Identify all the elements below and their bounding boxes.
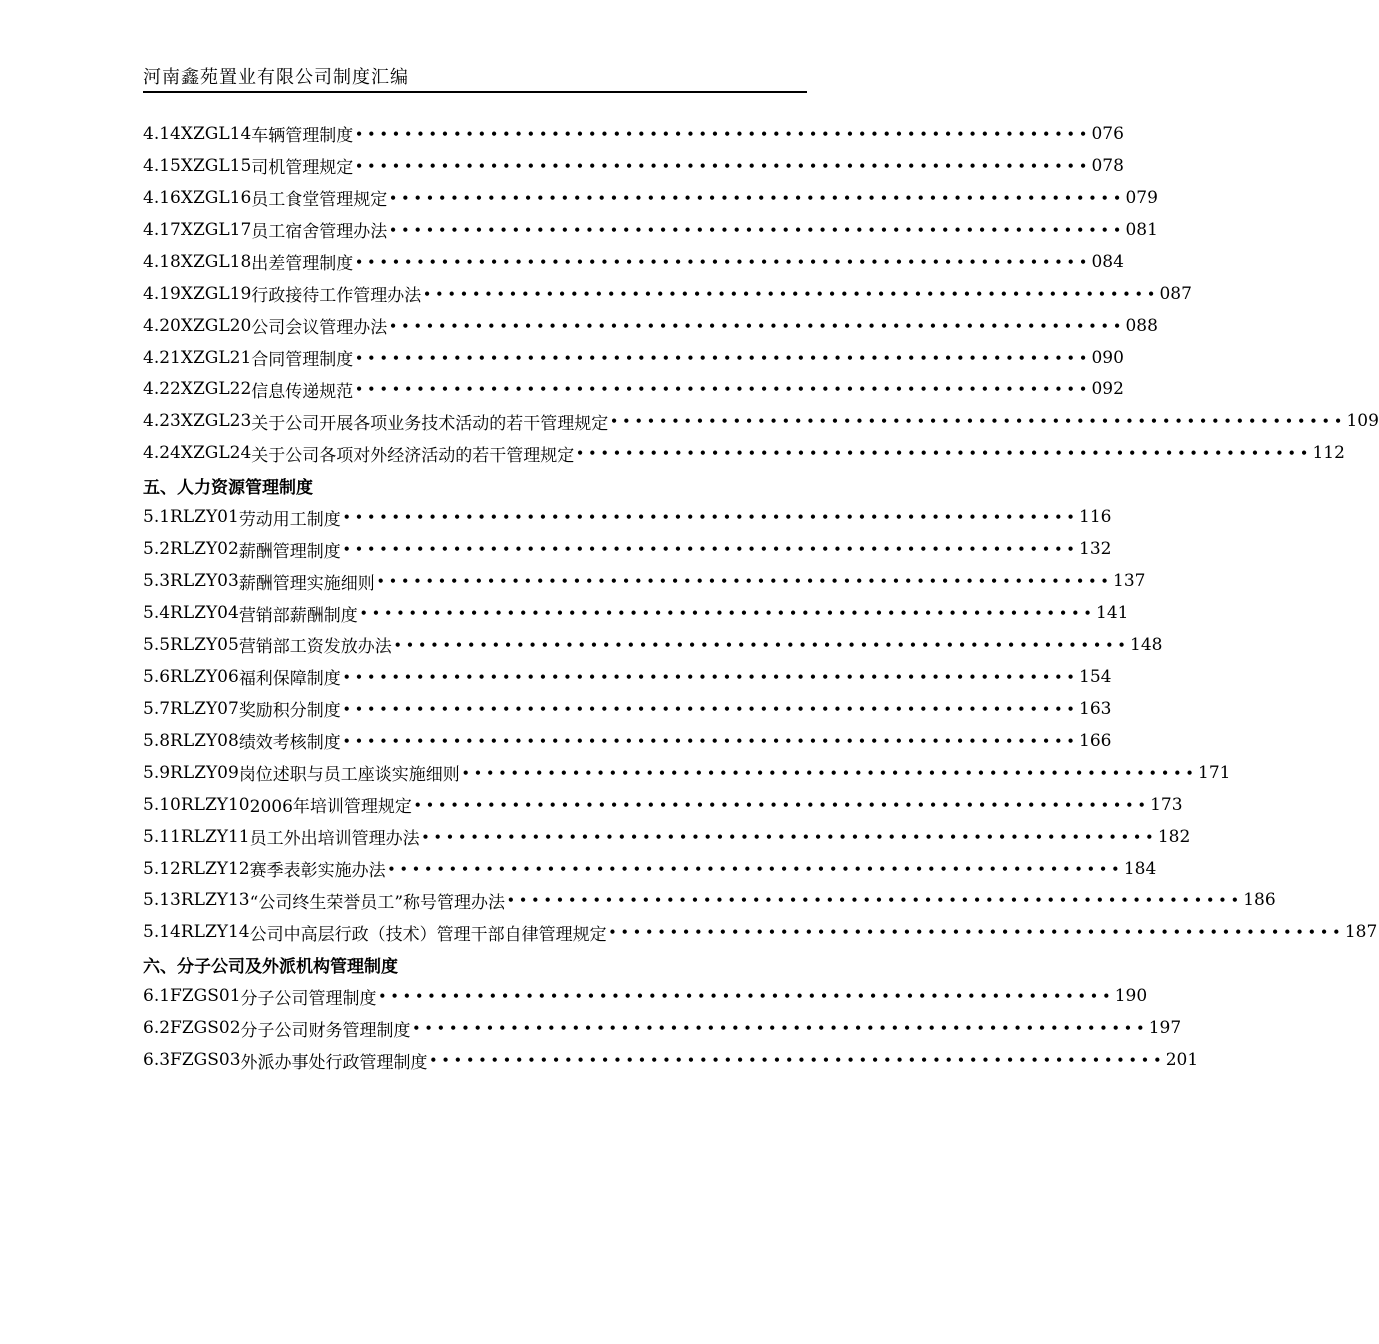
toc-entry-page-number: 116 [1079, 507, 1112, 528]
toc-entry-page-number: 087 [1159, 283, 1192, 304]
toc-dot-leader: •••••••••••••••••••••••••••••••••••••••••••••••••••••••••••• [342, 669, 1080, 684]
toc-entry-code: RLZY04 [170, 603, 239, 624]
toc-entry-code: XZGL15 [180, 155, 252, 176]
toc-entry-page-number: 148 [1130, 634, 1163, 655]
toc-entry[interactable] [143, 885, 1276, 917]
toc-entry-number: 5.8 [143, 730, 171, 751]
toc-entry[interactable] [143, 821, 1191, 853]
toc-entry-code: RLZY12 [180, 858, 250, 879]
toc-dot-leader: •••••••••••••••••••••••••••••••••••••••••••••••••••••••••••• [608, 925, 1345, 940]
toc-entry-title: 薪酬管理制度 [238, 541, 341, 562]
toc-entry-title: 福利保障制度 [238, 669, 341, 690]
toc-entry-page-number: 171 [1198, 762, 1231, 783]
toc-entry-title: 公司中高层行政（技术）管理干部自律管理规定 [249, 924, 607, 945]
toc-entry-page-number: 141 [1096, 603, 1129, 624]
toc-entry[interactable] [143, 1044, 1199, 1076]
header-rule [143, 91, 807, 93]
toc-entry-page-number: 187 [1344, 922, 1378, 943]
toc-entry-number: 6.2 [143, 1018, 171, 1039]
toc-entry-code: RLZY01 [170, 507, 239, 528]
toc-entry-title: 行政接待工作管理办法 [251, 286, 422, 307]
toc-entry-page-number: 173 [1150, 794, 1183, 815]
toc-entry-code: FZGS03 [170, 1050, 241, 1071]
toc-dot-leader: •••••••••••••••••••••••••••••••••••••••••••••••••••••••••••• [429, 1053, 1166, 1068]
toc-entry-code: RLZY10 [180, 794, 250, 815]
toc-entry-number: 6.1 [143, 986, 171, 1007]
toc-section-heading: 五、人力资源管理制度 [143, 477, 313, 498]
toc-entry-number: 5.2 [143, 539, 171, 560]
toc-entry-page-number: 079 [1125, 187, 1158, 208]
toc-entry-title: 岗位述职与员工座谈实施细则 [238, 765, 460, 786]
toc-entry-number: 4.16 [143, 187, 181, 208]
toc-entry[interactable] [143, 629, 1163, 661]
toc-entry[interactable] [143, 853, 1157, 885]
toc-entry[interactable] [143, 789, 1183, 821]
toc-entry-page-number: 081 [1125, 219, 1158, 240]
toc-entry-page-number: 154 [1079, 666, 1112, 687]
toc-entry-title: 赛季表彰实施办法 [249, 861, 386, 882]
toc-dot-leader: •••••••••••••••••••••••••••••••••••••••••••••••••••••••••••• [355, 126, 1092, 141]
toc-entry-title: 关于公司各项对外经济活动的若干管理规定 [251, 445, 575, 466]
toc-entry-page-number: 184 [1123, 858, 1157, 879]
toc-dot-leader: •••••••••••••••••••••••••••••••••••••••••••••••••••••••••••• [423, 286, 1160, 301]
toc-entry-code: RLZY14 [180, 922, 250, 943]
toc-entry-number: 4.19 [143, 283, 181, 304]
toc-entry-code: XZGL22 [180, 379, 252, 400]
toc-entry-code: XZGL19 [180, 283, 252, 304]
toc-entry-code: XZGL24 [180, 443, 252, 464]
toc-entry-number: 4.20 [143, 315, 181, 336]
toc-entry-page-number: 076 [1091, 123, 1124, 144]
toc-entry[interactable] [143, 310, 1158, 342]
toc-dot-leader: •••••••••••••••••••••••••••••••••••••••••••••••••••••••••••• [355, 254, 1092, 269]
toc-entry[interactable] [143, 182, 1158, 214]
toc-entry-title: 外派办事处行政管理制度 [240, 1052, 428, 1073]
toc-entry[interactable] [143, 342, 1124, 374]
toc-entry-title: 奖励积分制度 [238, 701, 341, 722]
toc-dot-leader: •••••••••••••••••••••••••••••••••••••••••••••••••••••••••••• [342, 542, 1080, 557]
toc-entry-code: XZGL16 [180, 187, 252, 208]
toc-entry-number: 4.15 [143, 155, 181, 176]
toc-entry-title: 绩效考核制度 [238, 733, 341, 754]
toc-dot-leader: •••••••••••••••••••••••••••••••••••••••••••••••••••••••••••• [342, 733, 1080, 748]
toc-dot-leader: •••••••••••••••••••••••••••••••••••••••••••••••••••••••••••• [355, 350, 1092, 365]
toc-dot-leader: •••••••••••••••••••••••••••••••••••••••••••••••••••••••••••• [387, 861, 1124, 876]
toc-entry-page-number: 201 [1165, 1050, 1199, 1071]
toc-entry-number: 5.10 [143, 794, 181, 815]
table-of-contents [143, 118, 1379, 1076]
toc-entry-page-number: 182 [1157, 826, 1191, 847]
toc-entry-page-number: 084 [1091, 251, 1124, 272]
toc-entry-number: 4.18 [143, 251, 181, 272]
toc-section-heading: 六、分子公司及外派机构管理制度 [143, 956, 398, 977]
toc-entry[interactable] [143, 150, 1124, 182]
toc-entry-code: XZGL20 [180, 315, 252, 336]
toc-entry-code: XZGL21 [180, 347, 252, 368]
toc-entry-title: 公司会议管理办法 [251, 318, 388, 339]
toc-entry[interactable] [143, 533, 1112, 565]
toc-entry-code: RLZY09 [170, 762, 239, 783]
toc-entry-title: 员工外出培训管理办法 [249, 829, 420, 850]
toc-entry-number: 5.14 [143, 922, 181, 943]
toc-entry-page-number: 132 [1079, 539, 1112, 560]
toc-dot-leader: •••••••••••••••••••••••••••••••••••••••••••••••••••••••••••• [393, 637, 1131, 652]
toc-entry-number: 5.6 [143, 666, 171, 687]
toc-entry-code: RLZY07 [170, 698, 239, 719]
toc-entry-code: XZGL14 [180, 123, 252, 144]
toc-entry-page-number: 166 [1079, 730, 1112, 751]
toc-entry[interactable] [143, 437, 1345, 469]
toc-entry[interactable] [143, 661, 1112, 693]
toc-entry-page-number: 197 [1148, 1018, 1182, 1039]
toc-entry-number: 6.3 [143, 1050, 171, 1071]
toc-entry[interactable] [143, 725, 1112, 757]
toc-dot-leader: •••••••••••••••••••••••••••••••••••••••••••••••••••••••••••• [412, 1021, 1149, 1036]
toc-entry-title: 员工宿舍管理办法 [251, 222, 388, 243]
toc-entry[interactable] [143, 565, 1146, 597]
toc-entry-code: XZGL17 [180, 219, 252, 240]
toc-entry-page-number: 090 [1091, 347, 1124, 368]
toc-entry[interactable] [143, 118, 1124, 150]
toc-entry-page-number: 092 [1091, 379, 1124, 400]
toc-entry-page-number: 190 [1114, 986, 1148, 1007]
toc-dot-leader: •••••••••••••••••••••••••••••••••••••••••••••••••••••••••••• [413, 797, 1151, 812]
toc-entry-title: 车辆管理制度 [251, 126, 354, 147]
toc-entry-page-number: 137 [1113, 571, 1146, 592]
toc-entry-number: 4.22 [143, 379, 181, 400]
toc-dot-leader: •••••••••••••••••••••••••••••••••••••••••••••••••••••••••••• [389, 318, 1126, 333]
toc-entry[interactable] [143, 1012, 1182, 1044]
toc-entry[interactable] [143, 597, 1129, 629]
toc-entry-number: 4.17 [143, 219, 181, 240]
toc-entry-code: RLZY08 [170, 730, 239, 751]
toc-entry-title: 合同管理制度 [251, 350, 354, 371]
toc-entry-page-number: 088 [1125, 315, 1158, 336]
toc-entry[interactable] [143, 405, 1379, 437]
toc-entry-number: 5.5 [143, 634, 171, 655]
toc-entry-number: 4.24 [143, 443, 181, 464]
toc-entry-number: 5.1 [143, 507, 171, 528]
toc-entry-number: 5.11 [143, 826, 181, 847]
page-header: 河南鑫苑置业有限公司制度汇编 [143, 67, 409, 88]
toc-entry[interactable] [143, 246, 1124, 278]
toc-entry-number: 4.14 [143, 123, 181, 144]
toc-dot-leader: •••••••••••••••••••••••••••••••••••••••••••••••••••••••••••• [359, 606, 1097, 621]
toc-entry-code: XZGL23 [180, 411, 252, 432]
toc-dot-leader: •••••••••••••••••••••••••••••••••••••••••••••••••••••••••••• [376, 574, 1114, 589]
toc-entry-code: FZGS01 [170, 986, 241, 1007]
toc-dot-leader: •••••••••••••••••••••••••••••••••••••••••••••••••••••••••••• [342, 701, 1080, 716]
toc-entry-page-number: 109 [1346, 411, 1379, 432]
toc-entry-title: 劳动用工制度 [238, 509, 341, 530]
toc-entry-number: 5.7 [143, 698, 171, 719]
toc-entry-number: 5.4 [143, 603, 171, 624]
toc-entry-number: 5.12 [143, 858, 181, 879]
toc-entry-title: 司机管理规定 [251, 158, 354, 179]
toc-entry-code: RLZY03 [170, 571, 239, 592]
toc-entry[interactable] [143, 278, 1192, 310]
toc-entry[interactable] [143, 693, 1112, 725]
toc-entry-number: 5.3 [143, 571, 171, 592]
toc-dot-leader: •••••••••••••••••••••••••••••••••••••••••••••••••••••••••••• [576, 446, 1313, 461]
toc-entry-code: FZGS02 [170, 1018, 241, 1039]
toc-entry-title: 出差管理制度 [251, 254, 354, 275]
toc-entry-code: XZGL18 [180, 251, 252, 272]
toc-entry[interactable] [143, 980, 1148, 1012]
toc-dot-leader: •••••••••••••••••••••••••••••••••••••••••••••••••••••••••••• [355, 382, 1092, 397]
toc-entry-number: 5.9 [143, 762, 171, 783]
toc-entry-number: 5.13 [143, 890, 181, 911]
toc-entry[interactable] [143, 374, 1124, 406]
toc-entry-page-number: 163 [1079, 698, 1112, 719]
toc-entry-title: 薪酬管理实施细则 [238, 573, 375, 594]
toc-entry-title: 信息传递规范 [251, 381, 354, 402]
toc-entry-title: 员工食堂管理规定 [251, 190, 388, 211]
toc-dot-leader: •••••••••••••••••••••••••••••••••••••••••••••••••••••••••••• [389, 222, 1126, 237]
toc-entry-title: 关于公司开展各项业务技术活动的若干管理规定 [251, 413, 609, 434]
toc-dot-leader: •••••••••••••••••••••••••••••••••••••••••••••••••••••••••••• [342, 510, 1080, 525]
toc-entry-code: RLZY11 [180, 826, 250, 847]
toc-entry-page-number: 186 [1243, 890, 1276, 911]
toc-dot-leader: •••••••••••••••••••••••••••••••••••••••••••••••••••••••••••• [461, 765, 1199, 780]
toc-dot-leader: •••••••••••••••••••••••••••••••••••••••••••••••••••••••••••• [507, 893, 1244, 908]
toc-entry-code: RLZY02 [170, 539, 239, 560]
toc-dot-leader: •••••••••••••••••••••••••••••••••••••••••••••••••••••••••••• [421, 829, 1158, 844]
toc-entry[interactable] [143, 501, 1112, 533]
toc-entry[interactable] [143, 916, 1378, 948]
toc-entry[interactable] [143, 757, 1231, 789]
toc-entry-code: RLZY13 [180, 890, 250, 911]
toc-entry-code: RLZY06 [170, 666, 239, 687]
toc-entry-number: 4.21 [143, 347, 181, 368]
toc-entry-title: 营销部工资发放办法 [238, 637, 392, 658]
toc-entry[interactable] [143, 214, 1158, 246]
toc-entry-title: 营销部薪酬制度 [238, 605, 358, 626]
toc-entry-number: 4.23 [143, 411, 181, 432]
toc-dot-leader: •••••••••••••••••••••••••••••••••••••••••••••••••••••••••••• [355, 158, 1092, 173]
toc-entry-page-number: 078 [1091, 155, 1124, 176]
toc-entry-title: 2006年培训管理规定 [249, 797, 412, 818]
toc-entry-code: RLZY05 [170, 634, 239, 655]
toc-dot-leader: •••••••••••••••••••••••••••••••••••••••••••••••••••••••••••• [378, 989, 1115, 1004]
toc-entry-title: 分子公司财务管理制度 [240, 1020, 411, 1041]
toc-dot-leader: •••••••••••••••••••••••••••••••••••••••••••••••••••••••••••• [610, 414, 1347, 429]
toc-dot-leader: •••••••••••••••••••••••••••••••••••••••••••••••••••••••••••• [389, 190, 1126, 205]
toc-entry-title: “公司终生荣誉员工”称号管理办法 [249, 892, 506, 913]
toc-entry-title: 分子公司管理制度 [240, 988, 377, 1009]
toc-entry-page-number: 112 [1312, 443, 1345, 464]
